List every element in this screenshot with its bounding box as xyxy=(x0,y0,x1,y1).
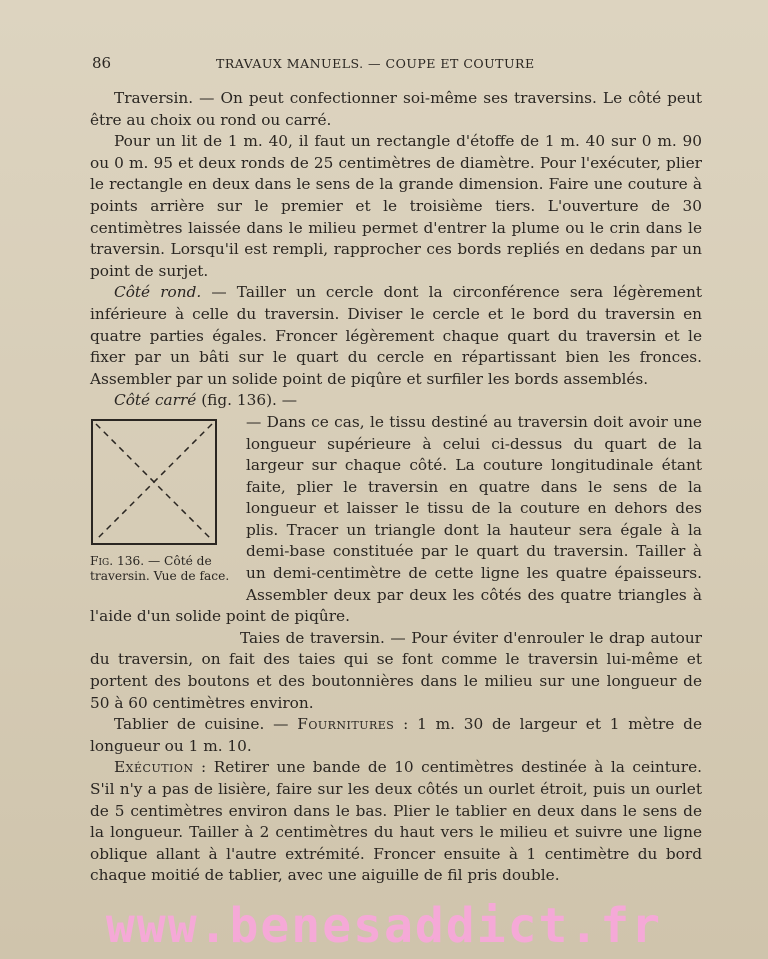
tablier-dash: — xyxy=(264,715,298,734)
page-header xyxy=(92,54,692,76)
figure-136 xyxy=(90,418,230,584)
figure-reference: (fig. 136). xyxy=(196,391,277,410)
heading-tablier: Tablier de cuisine. xyxy=(114,715,265,734)
figure-label: Fig. 136. xyxy=(90,553,145,568)
cote-rond-text: — Tailler un cercle dont la circonférence sera légèrement inférieure à celle du traversin. Diviser le cercle et le bord du traversin en quatre parties égales. Froncer légèrement chaque quart du traversin et le fixer par un bâti sur le quart du cercle en répartissant bien les fronces. Assembler par un solide point de piqûre et surfiler les bords assemblés. xyxy=(90,283,702,388)
fournitures-label: Fournitures xyxy=(297,715,395,734)
execution-text: : Retirer une bande de 10 centimètres destinée à la ceinture. S'il n'y a pas de lisière, faire sur les deux côtés un ourlet étroit, puis un ourlet de 5 centimètres environ dans le bas. Plier le tablier en deux dans le sens de la longueur. Tailler à 2 centimètres du haut vers le milieu et suivre une ligne oblique allant à l'autre extrémité. Froncer ensuite à 1 centimètre du bord chaque moitié de tablier, avec une aiguille de fil pris double. xyxy=(90,758,702,885)
figure-block xyxy=(90,412,702,628)
taies-text: — Pour éviter d'enrouler le drap autour du traversin, on fait des taies qui se font comme le traversin lui-même et portent des boutons et des boutonnières dans le milieu sur une longueur de 50 à 60 centimètres environ. xyxy=(90,628,702,712)
paragraph-cote-rond xyxy=(90,282,702,390)
cote-carre-text: — Dans ce cas, le tissu destiné au traversin doit avoir une longueur supérieure à celui ci-dessus du quart de la largeur sur chaque côté. La couture longitudinale étant faite, plier le traversin en quatre dans le sens de la longueur et laisser le tissu de la couture en dehors des plis. Tracer un triangle dont la hauteur sera égale à la demi-base constituée par le quart du traversin. Tailler à un demi-centimètre de cette ligne les quatre épaisseurs. Assembler deux par deux les côtés des quatre triangles à l'aide d'un solide point de piqûre. xyxy=(90,412,702,626)
heading-traversin: Traversin. xyxy=(114,89,194,107)
figure-caption xyxy=(90,554,230,584)
paragraph-execution xyxy=(90,757,702,887)
paragraph-traversin-intro xyxy=(90,88,702,131)
body-text xyxy=(90,88,702,887)
heading-taies: Taies de traversin. xyxy=(240,628,385,647)
square-side-diagram xyxy=(90,418,218,546)
cote-carre-dash: — xyxy=(276,391,298,410)
running-head: TRAVAUX MANUELS. — COUPE ET COUTURE xyxy=(216,56,535,71)
traversin-intro-text: — On peut confectionner soi-même ses traversins. Le côté peut être au choix ou rond ou carré. xyxy=(90,89,702,129)
figure-caption-text: — Côté de traversin. Vue de face. xyxy=(90,553,230,583)
execution-label: Exécution xyxy=(114,758,194,777)
paragraph-cote-carre-lead xyxy=(90,390,702,412)
paragraph-taies xyxy=(90,628,702,714)
heading-cote-carre: Côté carré xyxy=(114,391,197,410)
watermark: www.benesaddict.fr xyxy=(105,898,663,954)
paragraph-tablier xyxy=(90,714,702,757)
heading-cote-rond: Côté rond. xyxy=(114,283,202,302)
fournitures-text: : 1 m. 30 de largeur et 1 mètre de longueur ou 1 m. 10. xyxy=(90,715,702,755)
paragraph-traversin-dimensions: Pour un lit de 1 m. 40, il faut un rectangle d'étoffe de 1 m. 40 sur 0 m. 90 ou 0 m. 95 et deux ronds de 25 centimètres de diamètre. Pour l'exécuter, plier le rectangle en deux dans le sens de la grande dimension. Faire une couture à points arrière sur le premier et le troisième tiers. L'ouverture de 30 centimètres laissée dans le milieu permet d'entrer la plume ou le crin dans le traversin. Lorsqu'il est rempli, rapprocher ces bords repliés en dedans par un point de surjet. xyxy=(90,132,702,280)
page-number: 86 xyxy=(92,54,112,72)
